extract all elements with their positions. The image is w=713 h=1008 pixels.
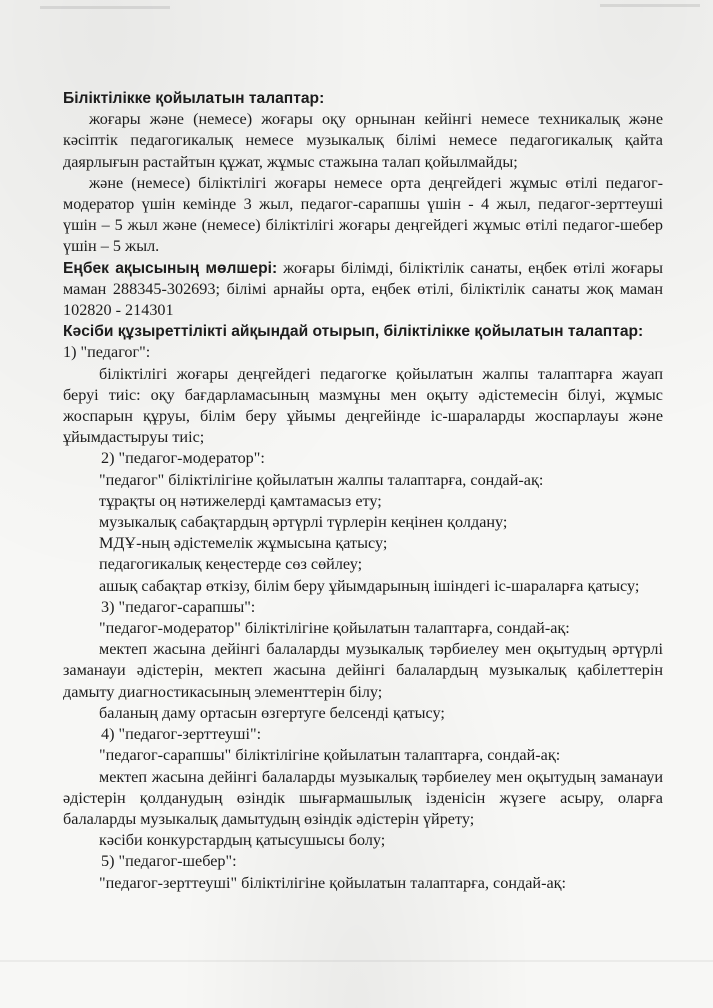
paragraph-experience: және (немесе) біліктілігі жоғары немесе орта деңгейдегі жұмыс өтілі педагог-модератор үшін кемінде 3 жыл, педагог-сарапшы үшін - 4 жыл, педагог-зерттеуші үшін – 5 жыл және (немесе) біліктілігі жоғары деңгейдегі жұмыс өтілі педагог-шебер үшін – 5 жыл.	[63, 173, 663, 256]
scan-noise	[40, 6, 170, 9]
paragraph-salary	[63, 258, 663, 322]
expert-line: баланың даму ортасын өзгертуге белсенді қатысу;	[99, 703, 445, 722]
heading-competence-requirements: Кәсіби құзыреттілікті айқындай отырып, біліктілікке қойылатын талаптар:	[63, 323, 644, 341]
salary-text: жоғары білімді, біліктілік санаты, еңбек өтілі жоғары маман 288345-302693; білімі арнайы орта, еңбек өтілі, біліктілік санаты жоқ маман 102820 - 214301	[63, 258, 664, 320]
scan-noise	[0, 960, 713, 962]
paragraph-pedagog: біліктілігі жоғары деңгейдегі педагогке қойылатын жалпы талаптарға жауап беруі тиіс: оқу бағдарламасының мазмұны мен оқыту әдістемесін білуі, жұмыс жоспарын құруы, білім беру ұйымы деңгейінде іс-шараларды жоспарлауы және ұйымдастыруы тиіс;	[63, 364, 663, 447]
list-item-expert: 3) "педагог-сарапшы":	[101, 597, 256, 616]
moderator-line: музыкалық сабақтардың әртүрлі түрлерін кеңінен қолдану;	[99, 513, 508, 532]
list-item-pedagog: 1) "педагог":	[63, 343, 151, 362]
document-body	[63, 88, 663, 894]
salary-label: Еңбек ақысының мөлшері:	[63, 259, 278, 277]
paragraph-expert: мектеп жасына дейінгі балаларды музыкалық тәрбиелеу мен оқытудың әртүрлі заманауи әдістерін, мектеп жасына дейінгі балалардың музыкалық қабілеттерін дамыту диагностикасының элементтерін білу;	[63, 640, 663, 701]
moderator-line: тұрақты оң нәтижелерді қамтамасыз ету;	[99, 491, 382, 510]
master-line: "педагог-зерттеуші" біліктілігіне қойылатын талаптарға, сондай-ақ:	[99, 873, 567, 892]
list-item-researcher: 4) "педагог-зерттеуші":	[101, 725, 262, 744]
list-item-master: 5) "педагог-шебер":	[101, 852, 237, 871]
moderator-line: "педагог" біліктілігіне қойылатын жалпы талаптарға, сондай-ақ:	[99, 470, 544, 489]
researcher-line: кәсіби конкурстардың қатысушысы болу;	[99, 831, 386, 850]
expert-line: "педагог-модератор" біліктілігіне қойылатын талаптарға, сондай-ақ:	[99, 619, 570, 638]
scan-noise	[600, 4, 700, 7]
researcher-line: "педагог-сарапшы" біліктілігіне қойылатын талаптарға, сондай-ақ:	[99, 746, 561, 765]
moderator-line: педагогикалық кеңестерде сөз сөйлеу;	[99, 555, 363, 574]
heading-qualification-requirements: Біліктілікке қойылатын талаптар:	[63, 90, 325, 107]
paragraph-researcher: мектеп жасына дейінгі балаларды музыкалық тәрбиелеу мен оқытудың заманауи әдістерін қолданудың өзіндік шығармашылық ізденісін жүзеге асыру, оларға балаларды музыкалық дамытудың өзіндік әдістерін үйрету;	[63, 767, 663, 828]
moderator-line: МДҰ-ның әдістемелік жұмысына қатысу;	[99, 534, 388, 553]
list-item-moderator: 2) "педагог-модератор":	[101, 449, 265, 468]
moderator-line: ашық сабақтар өткізу, білім беру ұйымдарының ішіндегі іс-шараларға қатысу;	[99, 576, 640, 595]
paragraph-education: жоғары және (немесе) жоғары оқу орнынан кейінгі немесе техникалық және кәсіптік педагогикалық немесе музыкалық білімі немесе педагогикалық қайта даярлығын растайтын құжат, жұмыс стажына талап қойылмайды;	[63, 110, 663, 171]
